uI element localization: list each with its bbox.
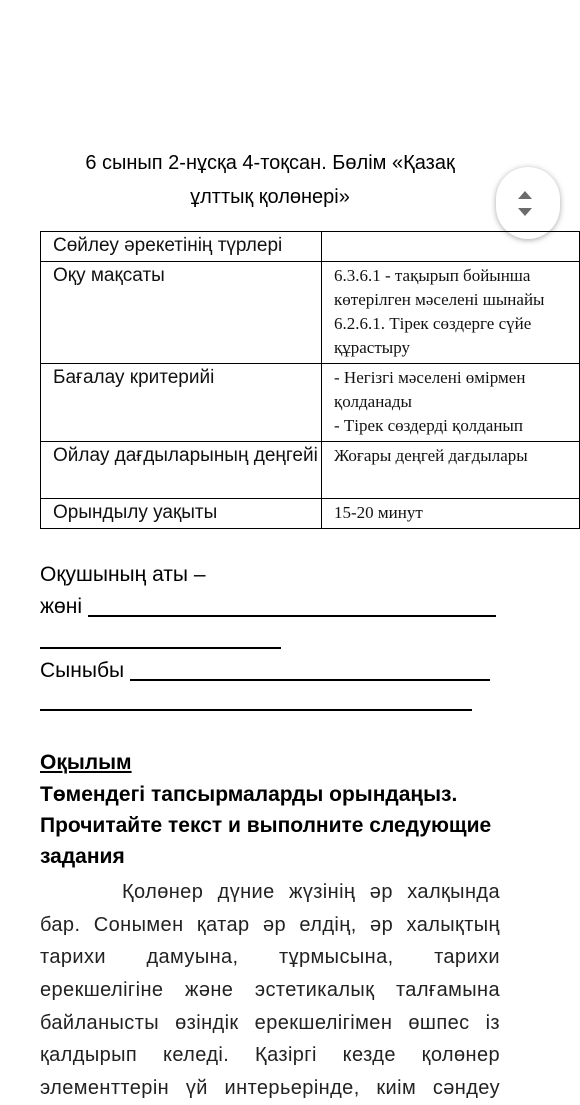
row-label: Сөйлеу әрекетінің түрлері bbox=[41, 232, 322, 262]
value-line: 15-20 минут bbox=[334, 503, 423, 522]
table-row bbox=[41, 499, 580, 529]
value-line: - Тірек сөздерді қолданып bbox=[334, 416, 523, 435]
table-row bbox=[41, 442, 580, 499]
document-title-line-1: 6 сынып 2-нұсқа 4-тоқсан. Бөлім «Қазақ bbox=[85, 152, 455, 174]
value-line: 6.2.6.1. Тірек сөздерге сүйе bbox=[334, 314, 532, 333]
instruction-kz: Төмендегі тапсырмаларды орындаңыз. bbox=[40, 783, 458, 806]
chevron-up-icon[interactable] bbox=[518, 191, 532, 199]
row-value bbox=[322, 499, 580, 529]
instruction-ru-cont: задания bbox=[40, 845, 125, 868]
text-line: қалдырып келеді. Қазіргі кезде қолөнер bbox=[40, 1044, 500, 1067]
row-label: Орындылу уақыты bbox=[41, 499, 322, 529]
name-fill-line bbox=[88, 615, 496, 617]
value-line: 6.3.6.1 - тақырып бойынша bbox=[334, 266, 531, 285]
row-value bbox=[322, 232, 580, 262]
scroll-handle[interactable] bbox=[496, 167, 560, 239]
lesson-info-table bbox=[40, 231, 580, 529]
table-row bbox=[41, 262, 580, 364]
value-line: - Негізгі мәселені өмірмен bbox=[334, 368, 526, 387]
table-row bbox=[41, 364, 580, 442]
reading-text bbox=[40, 876, 500, 1105]
class-label: Сыныбы bbox=[40, 659, 125, 682]
text-line: тарихи дамуына, тұрмысына, тарихи bbox=[40, 946, 500, 969]
student-name-label: Оқушының аты – bbox=[40, 563, 206, 586]
row-label: Ойлау дағдыларының деңгейі bbox=[41, 442, 322, 499]
class-fill-line bbox=[40, 709, 472, 711]
text-line: бар. Сонымен қатар әр елдің, әр халықтың bbox=[40, 913, 500, 936]
value-line: құрастыру bbox=[334, 338, 410, 357]
name-fill-line bbox=[40, 647, 281, 649]
class-fill-line bbox=[130, 679, 490, 681]
section-heading: Оқылым bbox=[40, 751, 132, 774]
value-line: Жоғары деңгей дағдылары bbox=[334, 446, 528, 465]
row-value bbox=[322, 262, 580, 364]
row-value bbox=[322, 364, 580, 442]
chevron-down-icon[interactable] bbox=[518, 208, 532, 216]
value-line: қолданады bbox=[334, 392, 412, 411]
row-label: Оқу мақсаты bbox=[41, 262, 322, 364]
table-row bbox=[41, 232, 580, 262]
value-line: көтерілген мәселені шынайы bbox=[334, 290, 545, 309]
text-line: байланысты өзіндік ерекшелігімен өшпес із bbox=[40, 1011, 500, 1034]
row-value bbox=[322, 442, 580, 499]
student-name-label-cont: жөні bbox=[40, 595, 82, 618]
text-line: элементтерін үй интерьерінде, киім сәндеу bbox=[40, 1077, 500, 1100]
document-title-line-2: ұлттық қолөнері» bbox=[190, 186, 350, 208]
instruction-ru: Прочитайте текст и выполните следующие bbox=[40, 814, 492, 837]
row-label: Бағалау критерийі bbox=[41, 364, 322, 442]
text-line: ерекшелігіне және эстетикалық талғамына bbox=[40, 979, 500, 1002]
text-line: Қолөнер дүние жүзінің әр халқында bbox=[122, 881, 500, 903]
